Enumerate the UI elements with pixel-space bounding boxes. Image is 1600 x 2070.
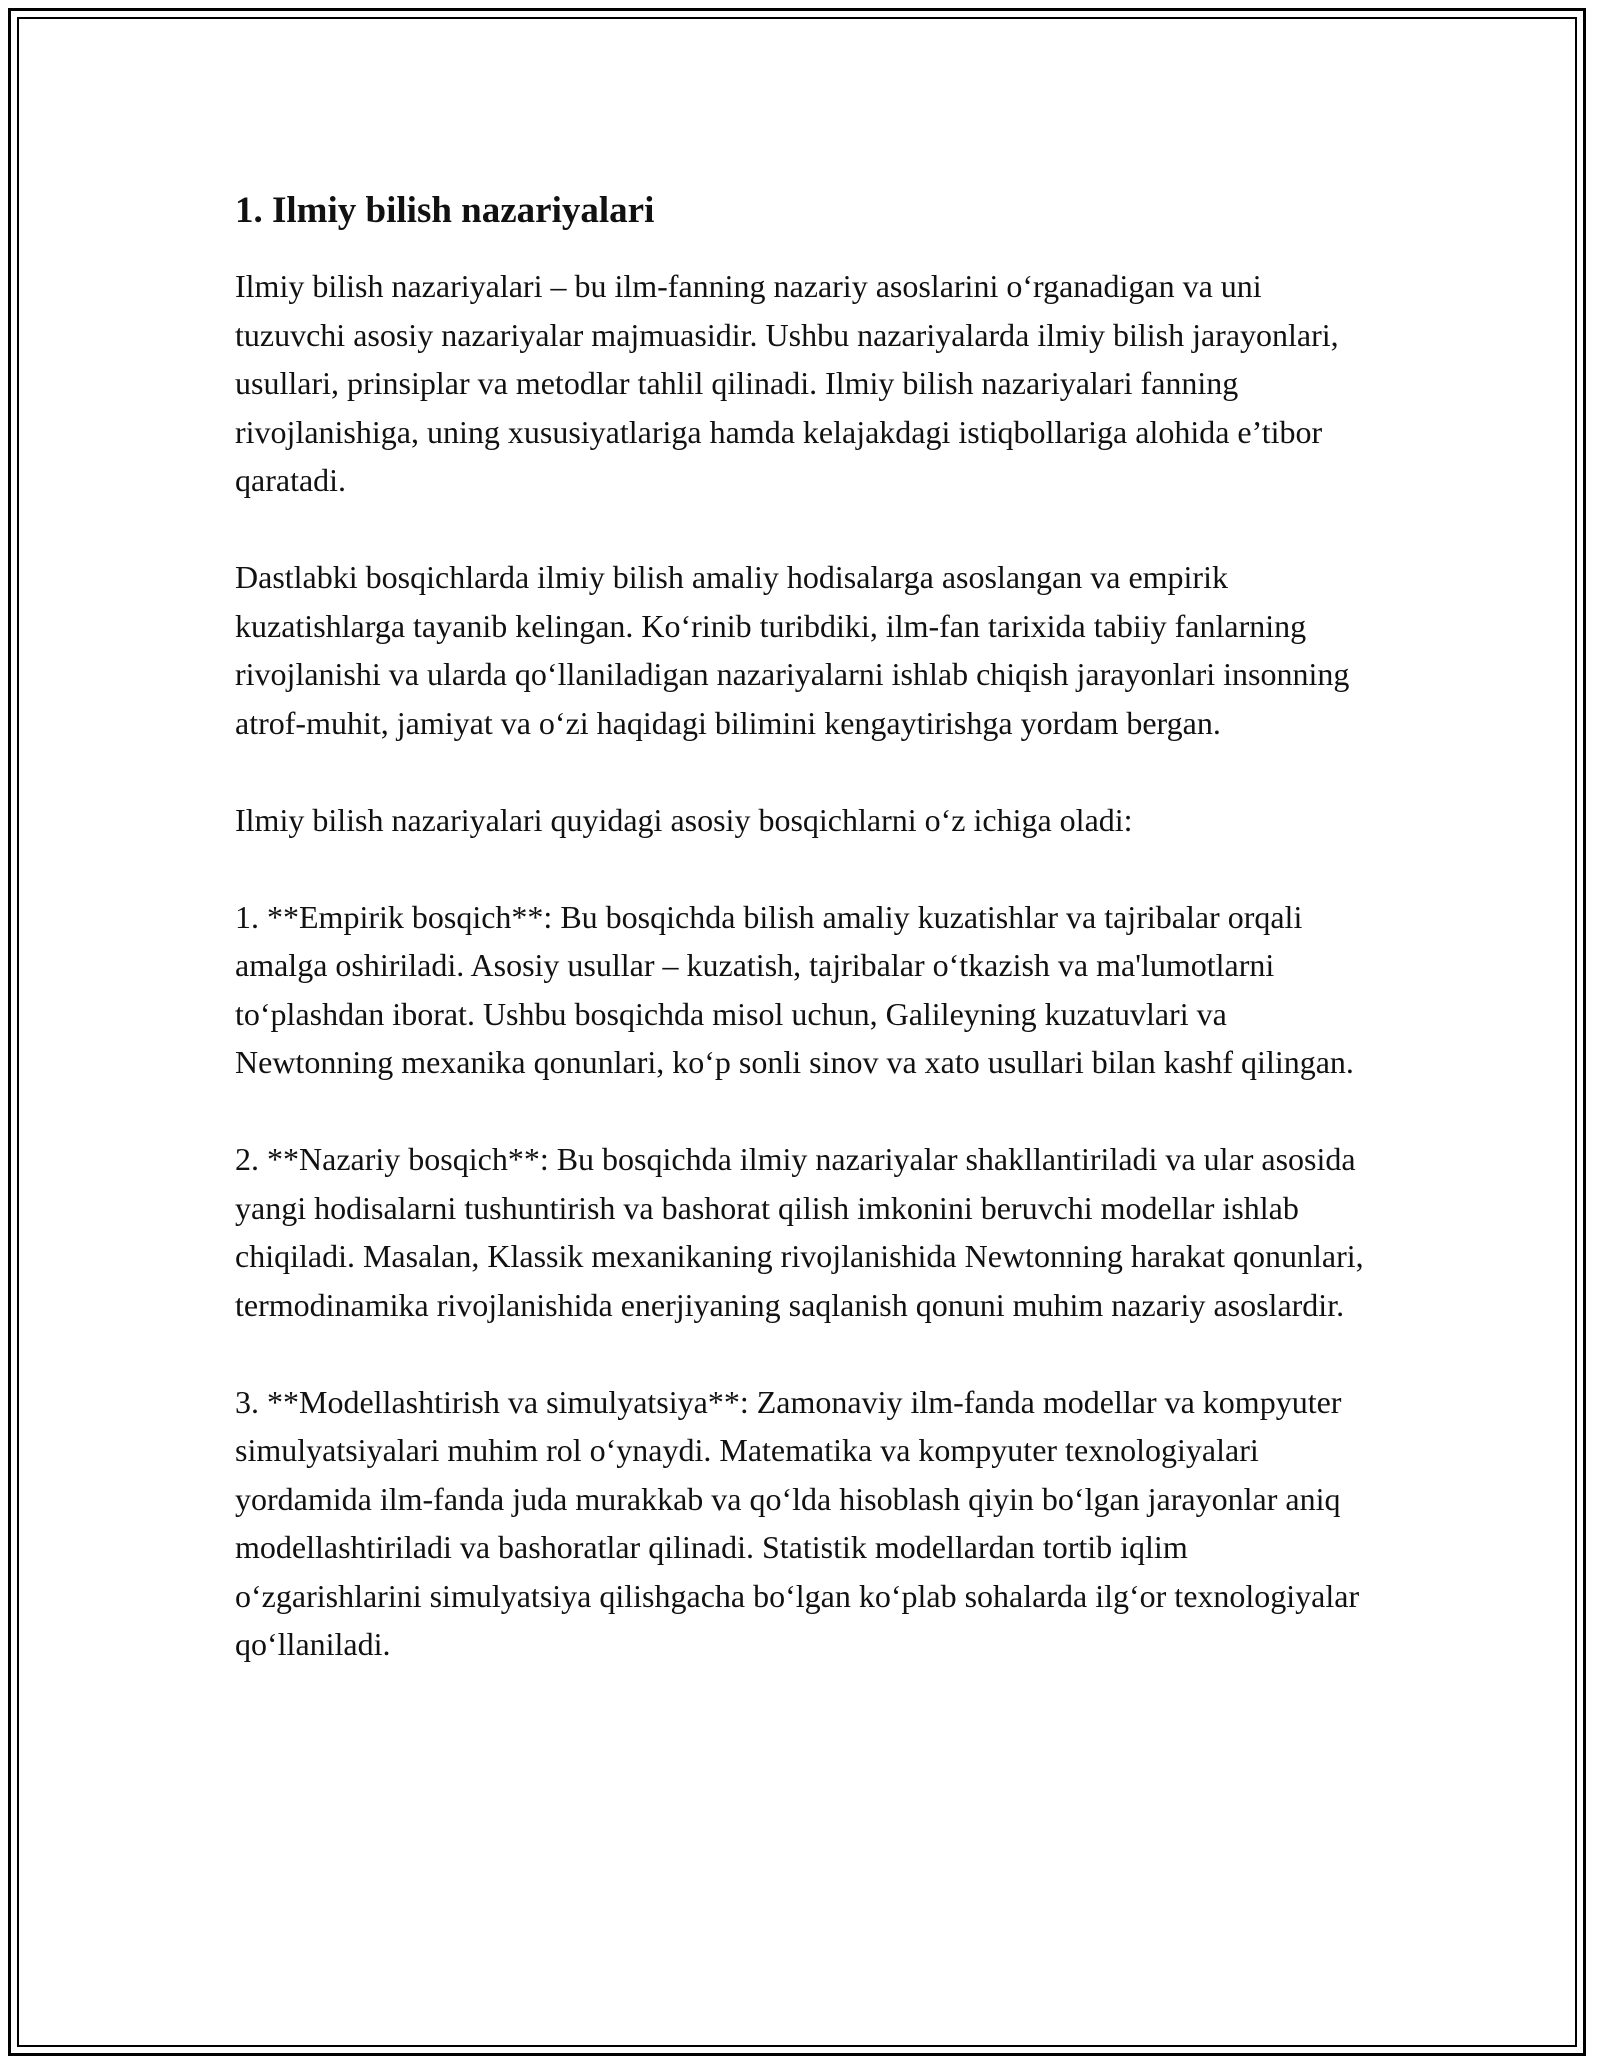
paragraph-intro: Ilmiy bilish nazariyalari – bu ilm-fanning nazariy asoslarini o‘rganadigan va uni tuzuvchi asosiy nazariyalar majmuasidir. Ushbu nazariyalarda ilmiy bilish jarayonlari, usullari, prinsiplar va metodlar tahlil qilinadi. Ilmiy bilish nazariyalari fanning rivojlanishiga, uning xususiyatlariga hamda kelajakdagi istiqbollariga alohida e’tibor qaratadi. — [235, 268, 1339, 498]
document-body — [235, 186, 1370, 1717]
list-item-modeling-stage: 3. **Modellashtirish va simulyatsiya**: Zamonaviy ilm-fanda modellar va kompyuter simulyatsiyalari muhim rol o‘ynaydi. Matematika va kompyuter texnologiyalari yordamida ilm-fanda juda murakkab va qo‘lda hisoblash qiyin bo‘lgan jarayonlar aniq modellashtiriladi va bashoratlar qilinadi. Statistik modellardan tortib iqlim o‘zgarishlarini simulyatsiya qilishgacha bo‘lgan ko‘plab sohalarda ilg‘or texnologiyalar qo‘llaniladi. — [235, 1383, 1360, 1662]
list-item-theoretical-stage: 2. **Nazariy bosqich**: Bu bosqichda ilmiy nazariyalar shakllantiriladi va ular asosida yangi hodisalarni tushuntirish va bashorat qilish imkonini beruvchi modellar ishlab chiqiladi. Masalan, Klassik mexanikaning rivojlanishida Newtonning harakat qonunlari, termodinamika rivojlanishida enerjiyaning saqlanish qonuni muhim nazariy asoslardir. — [235, 1141, 1364, 1323]
paragraph-early-stages: Dastlabki bosqichlarda ilmiy bilish amaliy hodisalarga asoslangan va empirik kuzatishlarga tayanib kelingan. Ko‘rinib turibdiki, ilm-fan tarixida tabiiy fanlarning rivojlanishi va ularda qo‘llaniladigan nazariyalarni ishlab chiqish jarayonlari insonning atrof-muhit, jamiyat va o‘zi haqidagi bilimini kengaytirishga yordam bergan. — [235, 559, 1350, 741]
paragraph-stages-lead: Ilmiy bilish nazariyalari quyidagi asosiy bosqichlarni o‘z ichiga oladi: — [235, 801, 1133, 838]
list-item-empirical-stage: 1. **Empirik bosqich**: Bu bosqichda bilish amaliy kuzatishlar va tajribalar orqali amalga oshiriladi. Asosiy usullar – kuzatish, tajribalar o‘tkazish va ma'lumotlarni to‘plashdan iborat. Ushbu bosqichda misol uchun, Galileyning kuzatuvlari va Newtonning mexanika qonunlari, ko‘p sonli sinov va xato usullari bilan kashf qilingan. — [235, 898, 1354, 1080]
document-title: 1. Ilmiy bilish nazariyalari — [235, 190, 655, 231]
